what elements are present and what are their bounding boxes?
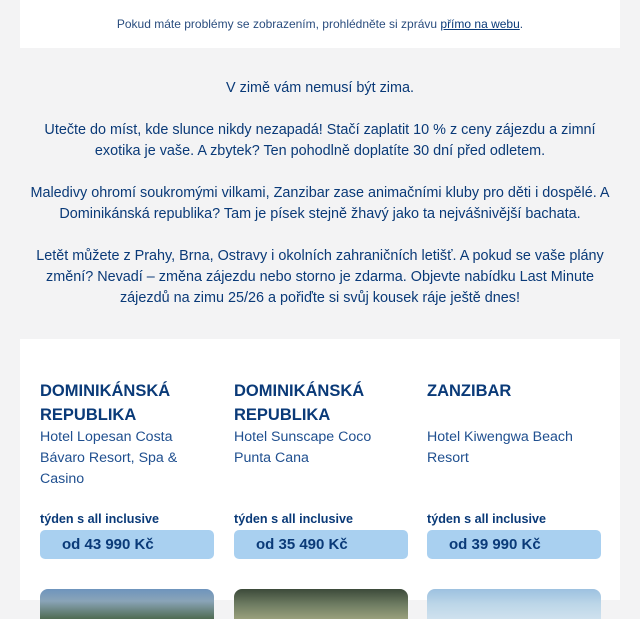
offer-price-button[interactable]: od 35 490 Kč [234, 530, 408, 559]
offer-destination: ZANZIBAR [427, 382, 512, 400]
offer-card[interactable] [234, 339, 408, 600]
offer-label: týden s all inclusive [427, 512, 546, 526]
offer-card[interactable] [40, 339, 214, 600]
offer-hotel[interactable]: Hotel Kiwengwa Beach Resort [427, 429, 573, 466]
web-view-notice [20, 0, 620, 48]
web-view-notice-text: Pokud máte problémy se zobrazením, prohlédněte si zprávu [116, 17, 441, 31]
intro-headline: V zimě vám nemusí být zima. [226, 80, 414, 96]
offer-card[interactable] [427, 339, 601, 600]
offer-price-button[interactable]: od 39 990 Kč [427, 530, 601, 559]
intro-paragraph-3: Letět můžete z Prahy, Brna, Ostravy i okolních zahraničních letišť. A pokud se vaše plány změní? Nevadí – změna zájezdu nebo storno je zdarma. Objevte nabídku Last Minute zájezdů na zimu 25/26 a pořiďte si svůj kousek ráje ještě dnes! [36, 248, 604, 306]
offer-hotel[interactable]: Hotel Lopesan Costa Bávaro Resort, Spa & Casino [40, 429, 178, 487]
offer-photo[interactable] [40, 589, 214, 619]
web-view-notice-end: . [519, 17, 524, 31]
offer-hotel[interactable]: Hotel Sunscape Coco Punta Cana [234, 429, 372, 466]
intro-paragraph-1: Utečte do míst, kde slunce nikdy nezapadá! Stačí zaplatit 10 % z ceny zájezdu a zimní exotika je vaše. A zbytek? Ten pohodlně doplatíte 30 dní před odletem. [44, 122, 596, 159]
intro-paragraph-2: Maledivy ohromí soukromými vilkami, Zanzibar zase animačními kluby pro děti i dospělé. A Dominikánská republika? Tam je písek stejně žhavý jako ta nejvášnivější bachata. [30, 185, 610, 222]
offers-section [20, 339, 620, 600]
offer-photo[interactable] [234, 589, 408, 619]
offer-destination: DOMINIKÁNSKÁ REPUBLIKA [234, 382, 365, 424]
offer-label: týden s all inclusive [40, 512, 159, 526]
offer-photo[interactable] [427, 589, 601, 619]
offer-price-button[interactable]: od 43 990 Kč [40, 530, 214, 559]
offer-label: týden s all inclusive [234, 512, 353, 526]
offer-destination: DOMINIKÁNSKÁ REPUBLIKA [40, 382, 171, 424]
web-view-link[interactable]: přímo na webu [440, 17, 520, 31]
